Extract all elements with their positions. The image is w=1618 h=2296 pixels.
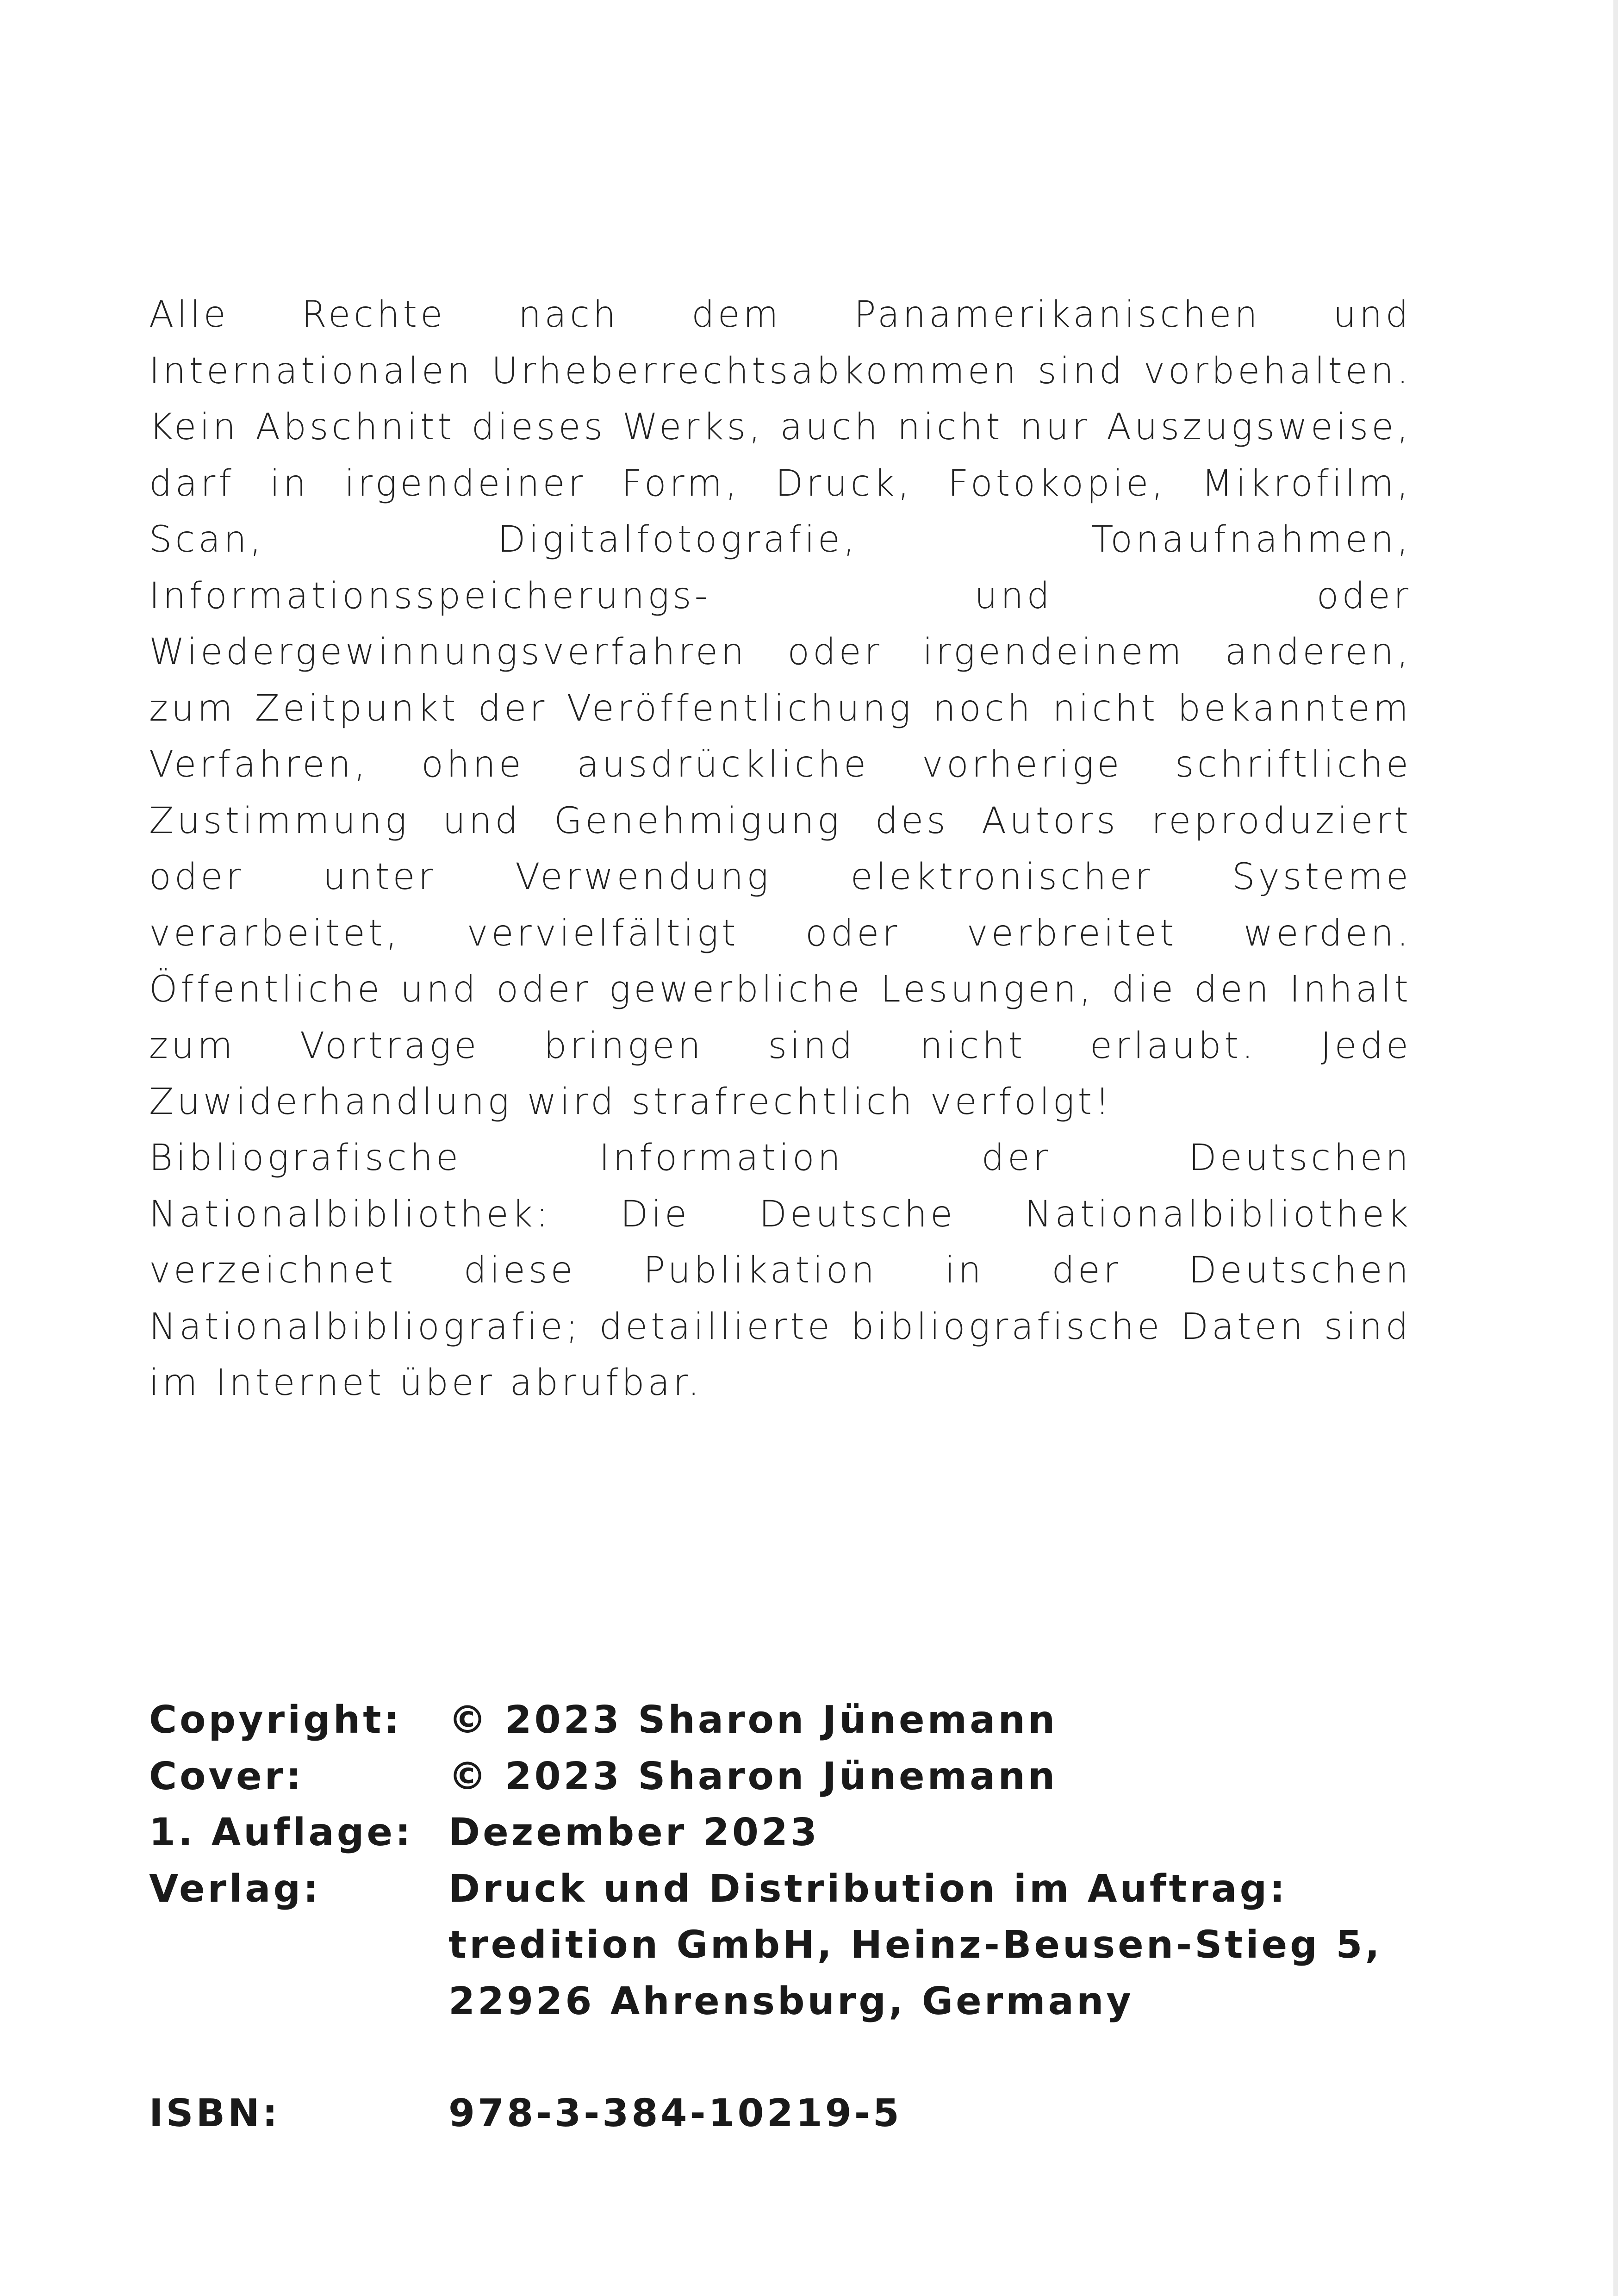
imprint-table [149, 1692, 1412, 2142]
edition-label: 1. Auflage: [149, 1811, 413, 1854]
imprint-row-cover [149, 1748, 1412, 1805]
imprint-row-isbn [149, 2085, 1412, 2142]
edition-value: Dezember 2023 [448, 1811, 820, 1854]
copyright-label: Copyright: [149, 1698, 402, 1742]
isbn-label: ISBN: [149, 2091, 280, 2135]
cover-label: Cover: [149, 1754, 304, 1798]
copyright-value: © 2023 Sharon Jünemann [448, 1698, 1058, 1742]
page-edge-shadow [1613, 0, 1618, 2296]
legal-notice-paragraph: Alle Rechte nach dem Panamerikanischen und Internationalen Urheberrechtsabkommen sind vorbehalten. Kein Abschnitt dieses Werks, auch nicht nur Auszugsweise, darf in irgendeiner Form, Druck, Fotokopie, Mikrofilm, Scan, Digitalfotografie, Tonaufnahmen, Informationsspeicherungs- und oder Wiedergewinnungsverfahren oder irgendeinem anderen, zum Zeitpunkt der Veröffentlichung noch nicht bekanntem Verfahren, ohne ausdrückliche vorherige schriftliche Zustimmung und Genehmigung des Autors reproduziert oder unter Verwendung elektronischer Systeme verarbeitet, vervielfältigt oder verbreitet werden. Öffentliche und oder gewerbliche Lesungen, die den Inhalt zum Vortrage bringen sind nicht erlaubt. Jede Zuwiderhandlung wird strafrechtlich verfolgt! [149, 294, 1412, 1123]
imprint-spacer [149, 2029, 1412, 2085]
publisher-label: Verlag: [149, 1867, 321, 1911]
imprint-row-copyright [149, 1692, 1412, 1748]
publisher-value: Druck und Distribution im Auftrag: tredition GmbH, Heinz-Beusen-Stieg 5, 22926 Ahrensburg, Germany [448, 1867, 1382, 2023]
bibliographic-info-paragraph: Bibliografische Information der Deutschen Nationalbibliothek: Die Deutsche Nationalbibliothek verzeichnet diese Publikation in der Deutschen Nationalbibliografie; detaillierte bibliografische Daten sind im Internet über abrufbar. [149, 1137, 1412, 1404]
cover-value: © 2023 Sharon Jünemann [448, 1754, 1058, 1798]
isbn-value: 978-3-384-10219-5 [448, 2091, 902, 2135]
imprint-row-publisher [149, 1861, 1412, 2030]
imprint-row-edition [149, 1804, 1412, 1861]
